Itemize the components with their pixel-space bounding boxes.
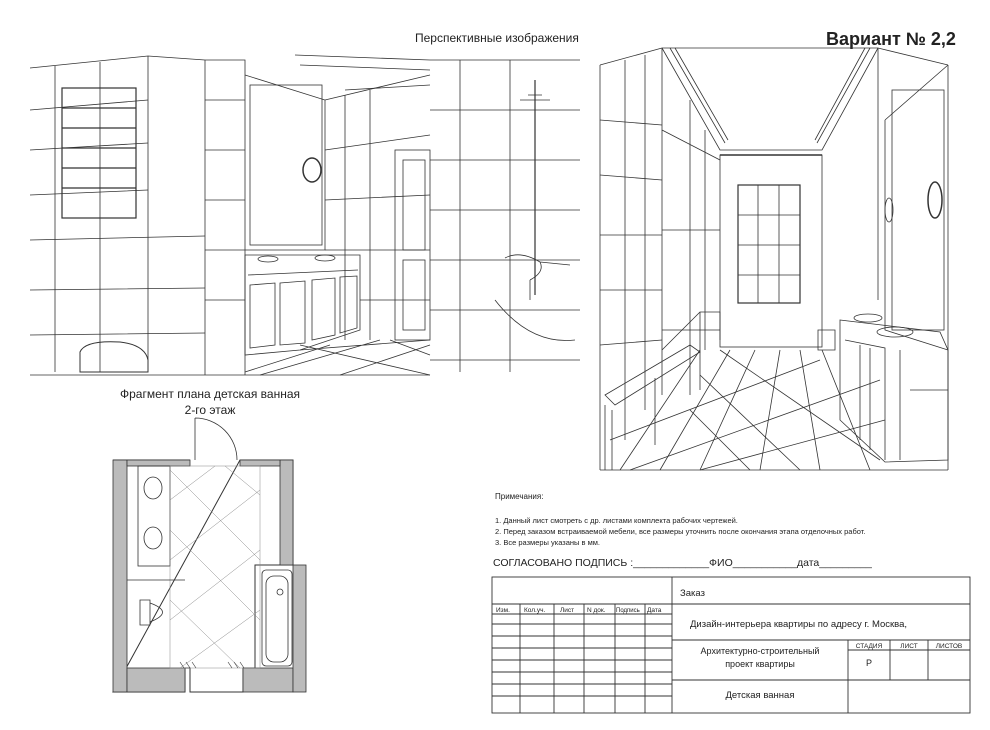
perspective-title: Перспективные изображения xyxy=(415,31,579,45)
sheet-name: Детская ванная xyxy=(725,690,795,701)
plan-title-line2: 2-го этаж xyxy=(184,403,236,417)
perspective-view-2 xyxy=(600,48,948,470)
col-izm: Изм. xyxy=(496,607,510,614)
stage-value: Р xyxy=(865,658,873,668)
perspective-view-1 xyxy=(30,55,580,375)
col-podpis: Подпись xyxy=(616,608,640,614)
plan-title xyxy=(100,386,320,418)
notes-title: Примечания: xyxy=(495,492,544,501)
note-item: 2. Перед заказом встраиваемой мебели, все размеры уточнить после окончания этапа отделочных работ. xyxy=(495,527,866,536)
col-list: Лист xyxy=(560,607,575,614)
stage-label: СТАДИЯ xyxy=(855,643,883,650)
floor-plan xyxy=(113,418,306,692)
note-item: 3. Все размеры указаны в мм. xyxy=(495,538,600,547)
sheets-label: ЛИСТОВ xyxy=(935,643,963,650)
col-ndok: N док. xyxy=(587,607,606,614)
order-label: Заказ xyxy=(680,588,705,599)
project-name: Дизайн-интерьера квартиры по адресу г. Москва, xyxy=(690,619,908,630)
section-line1: Архитектурно-строительный xyxy=(700,646,820,656)
approval-line: СОГЛАСОВАНО ПОДПИСЬ :_____________ФИО___________дата_________ xyxy=(493,557,872,569)
col-kol: Кол.уч. xyxy=(524,607,546,614)
section-line2: проект квартиры xyxy=(725,659,795,669)
variant-title: Вариант № 2,2 xyxy=(826,29,956,49)
col-data: Дата xyxy=(647,607,662,614)
sheet-label: ЛИСТ xyxy=(900,643,918,650)
plan-title-line1: Фрагмент плана детская ванная xyxy=(119,387,301,401)
note-item: 1. Данный лист смотреть с др. листами комплекта рабочих чертежей. xyxy=(495,516,738,525)
